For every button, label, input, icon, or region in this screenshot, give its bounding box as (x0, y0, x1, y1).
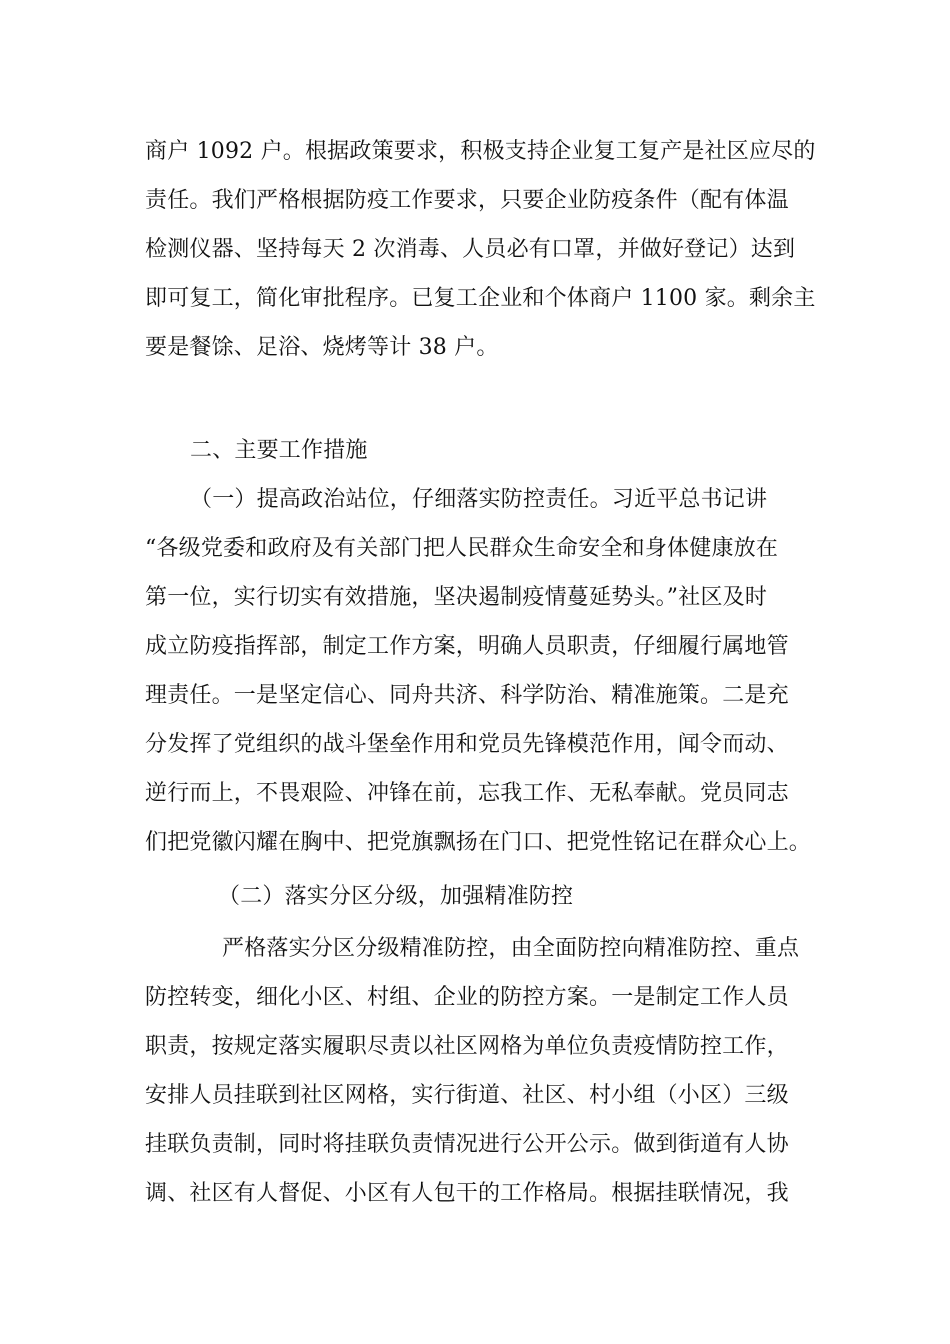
body-text-line: 商户 1092 户。根据政策要求，积极支持企业复工复产是社区应尽的 (145, 139, 816, 164)
body-text-line: 理责任。一是坚定信心、同舟共济、科学防治、精准施策。二是充 (145, 683, 789, 708)
body-text-line: 严格落实分区分级精准防控，由全面防控向精准防控、重点 (222, 936, 800, 961)
body-text-line: 责任。我们严格根据防疫工作要求，只要企业防疫条件（配有体温 (145, 188, 789, 213)
body-text-line: 分发挥了党组织的战斗堡垒作用和党员先锋模范作用，闻令而动、 (145, 732, 789, 757)
body-text-line: 即可复工，简化审批程序。已复工企业和个体商户 1100 家。剩余主 (145, 286, 816, 311)
body-text-line: 职责，按规定落实履职尽责以社区网格为单位负责疫情防控工作， (145, 1034, 789, 1059)
body-text-line: 逆行而上，不畏艰险、冲锋在前，忘我工作、无私奉献。党员同志 (145, 781, 789, 806)
body-text-line: 要是餐馀、足浴、烧烤等计 38 户。 (145, 335, 499, 360)
subsection-heading: （二）落实分区分级，加强精准防控 (218, 884, 574, 909)
body-text-line: 调、社区有人督促、小区有人包干的工作格局。根据挂联情况，我 (145, 1181, 789, 1206)
body-text-line: 们把党徽闪耀在胸中、把党旗飘扬在门口、把党性铭记在群众心上。 (145, 830, 812, 855)
body-text-line: 成立防疫指挥部，制定工作方案，明确人员职责，仔细履行属地管 (145, 634, 789, 659)
body-text-line: 检测仪器、坚持每天 2 次消毒、人员必有口罩，并做好登记）达到 (145, 237, 796, 262)
body-text-line: 第一位，实行切实有效措施，坚决遏制疫情蔓延势头。”社区及时 (145, 585, 768, 610)
body-text-line: 防控转变，细化小区、村组、企业的防控方案。一是制定工作人员 (145, 985, 789, 1010)
body-text-line: “各级党委和政府及有关部门把人民群众生命安全和身体健康放在 (145, 536, 779, 561)
subsection-heading-line: （一）提高政治站位，仔细落实防控责任。习近平总书记讲 (190, 487, 768, 512)
body-text-line: 挂联负责制，同时将挂联负责情况进行公开公示。做到街道有人协 (145, 1132, 789, 1157)
body-text-line: 安排人员挂联到社区网格，实行街道、社区、村小组（小区）三级 (145, 1083, 789, 1108)
section-heading: 二、主要工作措施 (190, 438, 368, 463)
